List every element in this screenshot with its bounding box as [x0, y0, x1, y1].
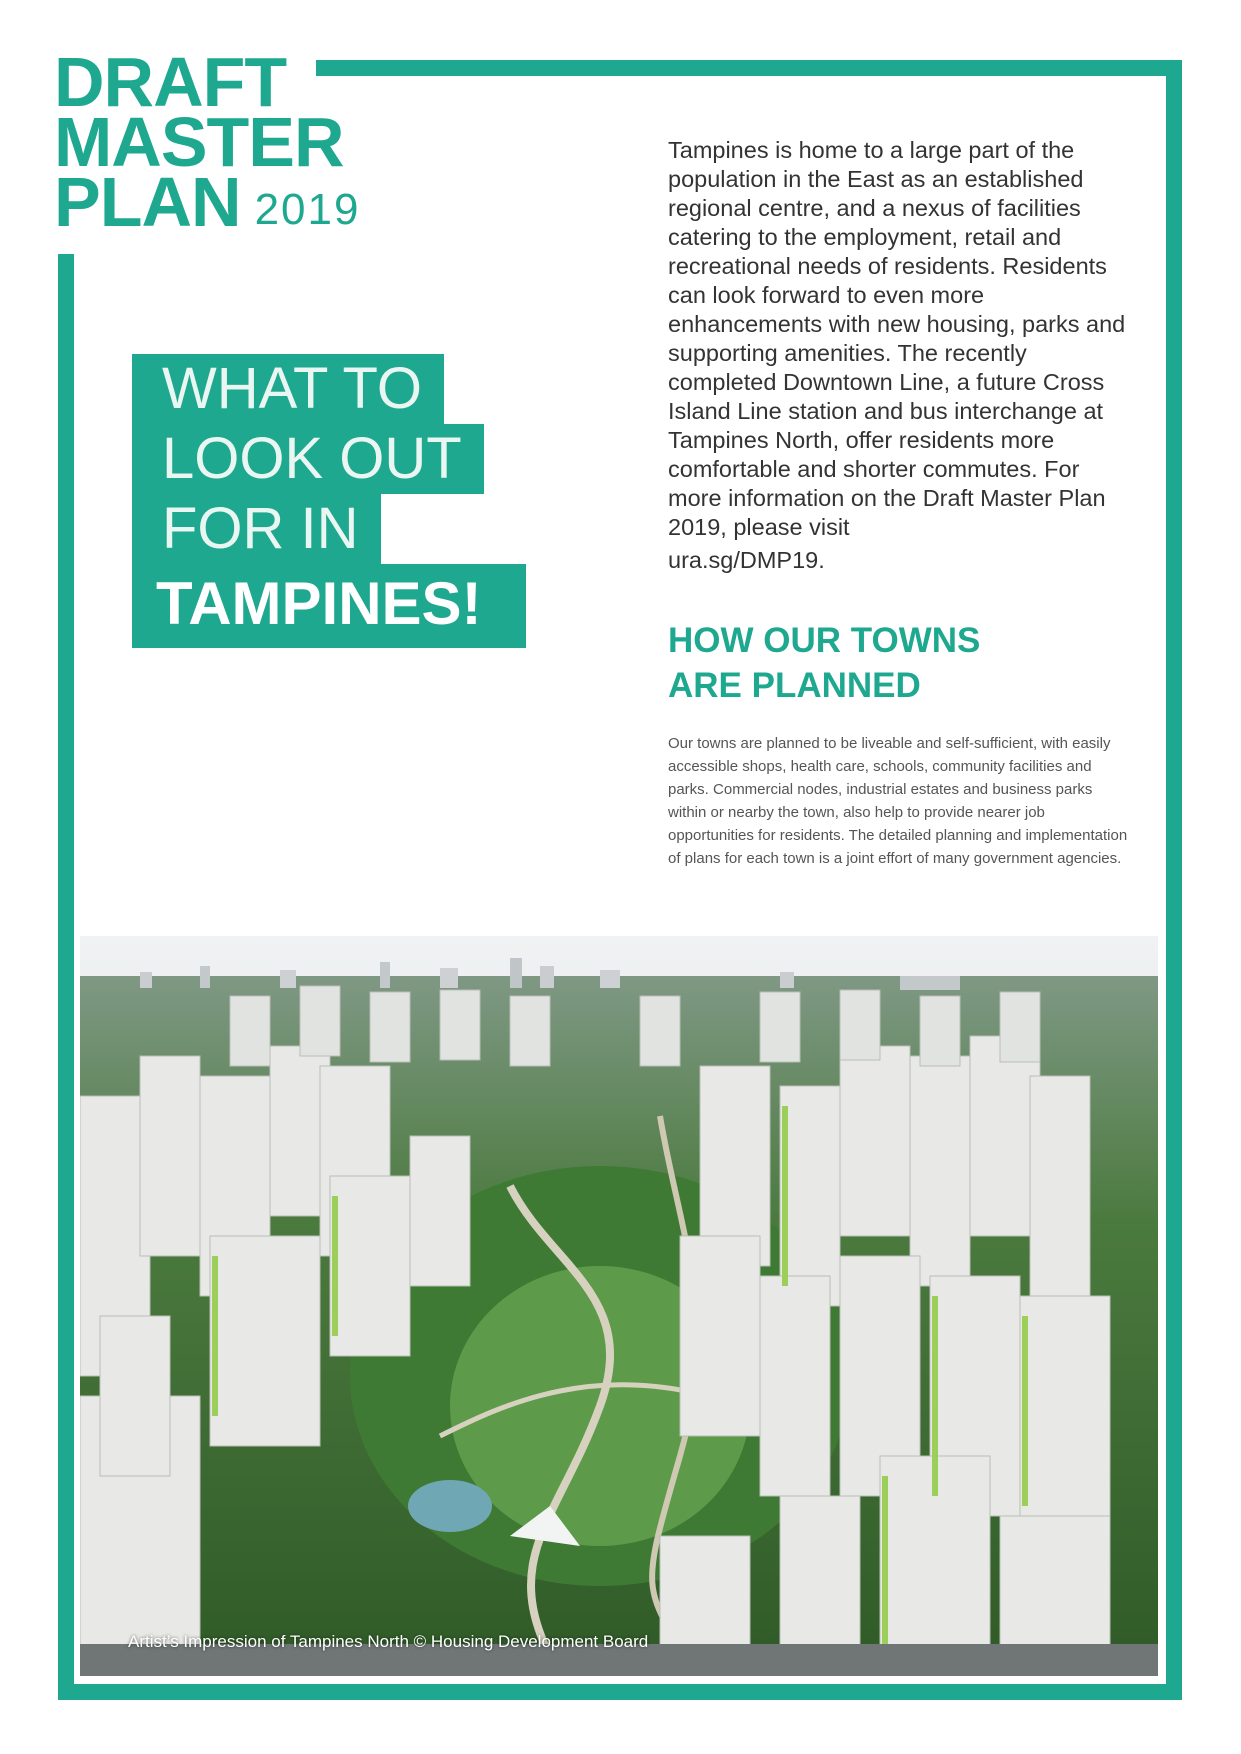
headline-line-1: WHAT TO — [132, 354, 444, 424]
logo-line-3: PLAN — [54, 163, 241, 241]
frame-border-left — [58, 254, 74, 1700]
headline-town-name: TAMPINES! — [132, 564, 526, 648]
headline-line-3: FOR IN — [132, 494, 381, 564]
section-heading-line-1: HOW OUR TOWNS — [668, 621, 981, 660]
section-body-text: Our towns are planned to be liveable and self-sufficient, with easily accessible shops, health care, schools, community facilities and parks. Commercial nodes, industrial estates and business parks within or nearby the town, also help to provide nearer job opportunities for residents. The detailed planning and implementation of plans for each town is a joint effort of many government agencies. — [668, 735, 1128, 867]
image-caption: Artist’s Impression of Tampines North © Housing Development Board — [128, 1632, 649, 1651]
aerial-town-image — [80, 936, 1158, 1676]
headline-line-2: LOOK OUT — [132, 424, 484, 494]
section-heading — [668, 618, 1148, 708]
logo-year: 2019 — [254, 185, 361, 234]
frame-border-top — [316, 60, 1182, 76]
section-heading-line-2: ARE PLANNED — [668, 666, 921, 705]
frame-border-bottom — [58, 1684, 1182, 1700]
frame-border-right — [1166, 60, 1182, 1700]
intro-link[interactable]: ura.sg/DMP19. — [668, 547, 825, 573]
intro-text: Tampines is home to a large part of the population in the East as an established regional centre, and a nexus of facilities catering to the employment, retail and recreational needs of residents. Residents can look forward to even more enhancements with new housing, parks and supporting amenities. The recently completed Downtown Line, a future Cross Island Line station and bus interchange at Tampines North, offer residents more comfortable and shorter commutes. For more information on the Draft Master Plan 2019, please visit — [668, 137, 1126, 540]
logo-line-2: MASTER — [54, 103, 344, 181]
logo-line-1: DRAFT — [54, 43, 287, 121]
aerial-illustration — [80, 936, 1158, 1676]
intro-paragraph — [668, 136, 1138, 575]
headline-block — [132, 354, 526, 648]
draft-master-plan-logo — [54, 43, 361, 241]
